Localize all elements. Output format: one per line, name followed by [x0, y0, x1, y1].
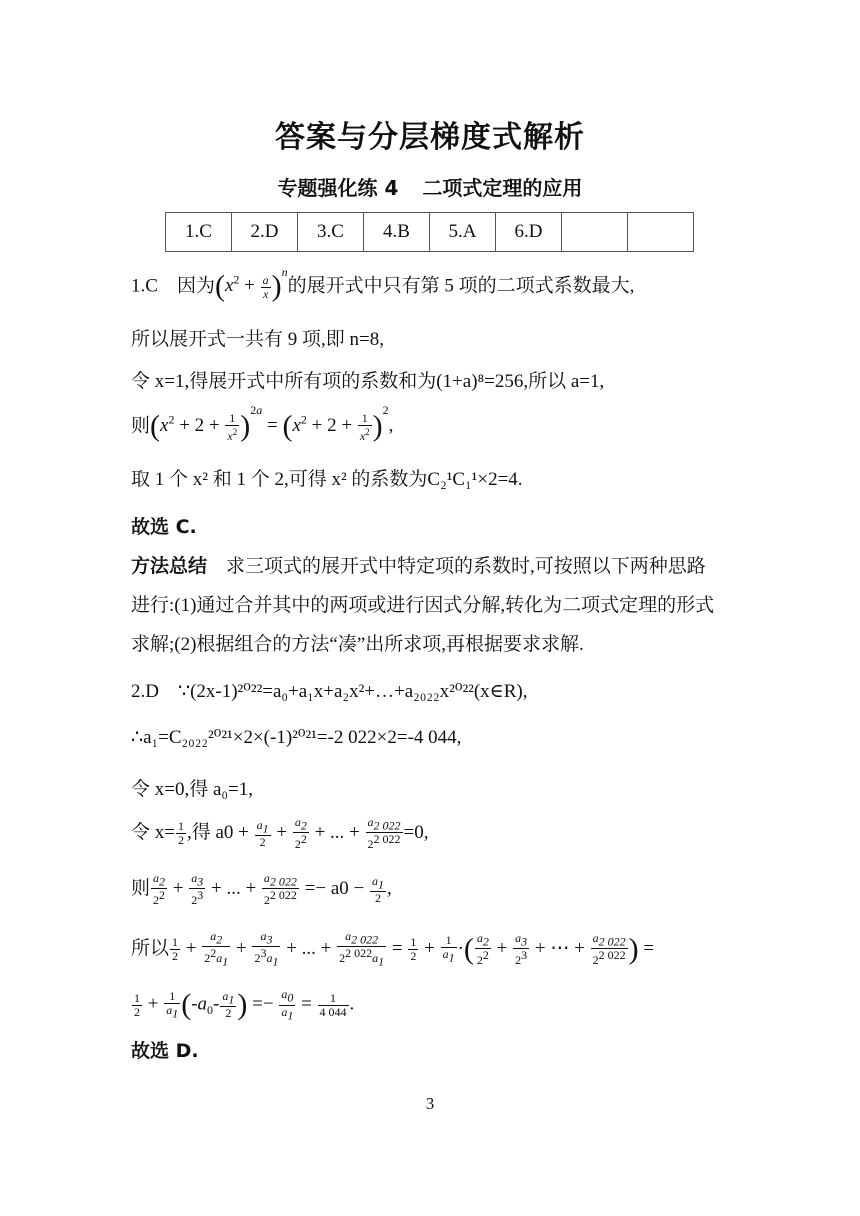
q2-substitution: $\frac{1}{2}$ ,得 a0 + $\frac{a_1}{2}$ + $\frac{a_2}{2^2}$ + ... + $\frac{a_{2 022}}{2^{2 022}}$ =0, — [177, 815, 429, 852]
q1-line2: 所以展开式一共有 9 项,即 n=8, — [131, 329, 384, 350]
answer-cell: 3.C — [298, 213, 364, 252]
answer-cell — [562, 213, 628, 252]
answer-cell: 1.C — [166, 213, 232, 252]
q1-label: 1.C — [131, 275, 158, 297]
q1-line5: 取 1 个 x² 和 1 个 2,可得 x² 的系数为C₂¹C₁¹×2=4. — [131, 469, 523, 490]
q2-line4-text: 令 x= — [131, 822, 175, 844]
q1-line4-text: 则 — [131, 415, 151, 437]
q2-result-expression: $\frac{1}{2}$ + $\frac{a_2}{2^2a_1}$ + $\frac{a_3}{2^3a_1}$ + ... + $\frac{a_{2 022}}{2^{2 022}a_1}$ = $\frac{1}{2}$ + $\frac{1}{a_1}$ ·( $\frac{a_2}{2^2}$ + $\frac{a_3}{2^3}$ + ⋯ + $\frac{a_{2 022}}{2^{2 022}}$ ) = — [172, 929, 655, 969]
q1-conclusion: 故选 C. — [131, 516, 197, 538]
q2-line3: 令 x=0,得 a₀=1, — [131, 779, 253, 800]
q2-sum-relation: $\frac{a_2}{2^2}$ + $\frac{a_3}{2^3}$ + ... + $\frac{a_{2 022}}{2^{2 022}}$ =− a0 − $\frac{a_1}{2}$ , — [153, 871, 392, 908]
q2-line2: ∴a₁=C₂₀₂₂²⁰²¹×2×(-1)²⁰²¹=-2 022×2=-4 044, — [131, 727, 462, 748]
q2-line7: $\frac{1}{2}$ + $\frac{1}{a_1}$ ($-a_0-$ $\frac{a_1}{2}$ ) =− $\frac{a_0}{a_1}$ = $\frac{1}{4 044}$ . — [134, 987, 355, 1022]
q2-line5 — [131, 872, 392, 907]
page-number: 3 — [425, 1094, 435, 1113]
answer-row — [166, 213, 694, 252]
subtitle-part1: 专题强化练 4 — [277, 176, 399, 200]
q2-line6-text: 所以 — [131, 937, 170, 959]
q1-line1 — [131, 265, 635, 304]
q2-line1-text: ∵(2x-1)²⁰²²=a₀+a₁x+a₂x²+…+a₂₀₂₂x²⁰²²(x∈R), — [177, 681, 528, 702]
subtitle-part2: 二项式定理的应用 — [422, 176, 583, 200]
q2-line4 — [131, 816, 429, 851]
q1-line1-tail: 的展开式中只有第 5 项的二项式系数最大, — [287, 275, 635, 297]
q1-line4 — [131, 403, 394, 444]
q1-line1-text: 因为 — [176, 275, 215, 297]
q2-line5-text: 则 — [131, 878, 151, 900]
method-text: 求三项式的展开式中特定项的系数时,可按照以下两种思路进行:(1)通过合并其中的两项或进行因式分解,转化为二项式定理的形式求解;(2)根据组合的方法“凑”出所求项,再根据要求求解. — [131, 556, 715, 655]
q2-label: 2.D — [131, 681, 159, 702]
answer-cell: 2.D — [232, 213, 298, 252]
q1-equation: ($x^2 + 2$ + $\frac{1}{x^2}$ )$^{2a} = (x^2 + 2$ + $\frac{1}{x^2}$ )$^2$, — [150, 403, 394, 443]
q2-conclusion: 故选 D. — [131, 1040, 199, 1062]
method-label: 方法总结 — [131, 555, 208, 577]
q2-line6 — [131, 930, 654, 969]
method-summary — [131, 547, 723, 664]
page-title: 答案与分层梯度式解析 — [275, 120, 585, 155]
answer-cell: 4.B — [364, 213, 430, 252]
q1-expression: ($x^2$ + $\frac{a}{x}$ )$^n$ — [214, 265, 288, 303]
answer-cell: 5.A — [430, 213, 496, 252]
answer-cell — [628, 213, 694, 252]
q2-line1 — [131, 680, 527, 703]
answer-cell: 6.D — [496, 213, 562, 252]
answer-table — [165, 212, 694, 252]
q1-line3: 令 x=1,得展开式中所有项的系数和为(1+a)⁸=256,所以 a=1, — [131, 371, 605, 392]
section-subtitle — [0, 172, 860, 201]
